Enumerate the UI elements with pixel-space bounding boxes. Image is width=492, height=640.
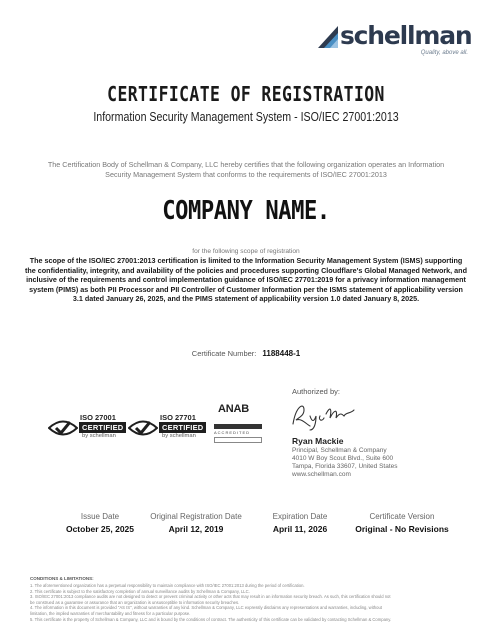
signer-address-line-2: Tampa, Florida 33607, United States (292, 463, 398, 470)
anab-accreditation-mark (214, 403, 264, 445)
iso-27001-badge (48, 413, 124, 443)
condition-item: 4. The information in this document is provided "AS IS", without warranties of any kind. Schellman & Company, LLC expressly disclaims any representations and warranties, including, without (30, 605, 382, 611)
expiration-date-label: Expiration Date (272, 512, 328, 521)
certificate-number-label: Certificate Number: (191, 349, 257, 358)
schellman-logo (318, 21, 472, 56)
condition-item: limitation, the implied warranties of merchantability and fitness for a particular purpose. (30, 610, 191, 616)
certificate-version (352, 512, 452, 534)
original-registration-date (144, 512, 248, 534)
eye-check-icon (48, 417, 78, 439)
anab-footer-box (214, 437, 262, 443)
anab-bar (214, 424, 262, 429)
expiration-date-value: April 11, 2026 (272, 524, 328, 534)
anab-accredited: ACCREDITED (214, 430, 251, 435)
condition-item: 3. ISO/IEC 27001:2013 compliance audits are not designed to detect or prevent criminal activity or other acts that may result in an information security breach. As such, this certification should not (30, 594, 391, 600)
badge-by: by schellman (82, 433, 116, 439)
certification-statement: The Certification Body of Schellman & Company, LLC hereby certifies that the following organization operates an Information Security Management System that conforms to the requirements of ISO/IEC 27001:2013 (47, 160, 445, 179)
certificate-subtitle: Information Security Management System - ISO/IEC 27001:2013 (93, 110, 399, 124)
logo-wordmark: schellman (340, 21, 472, 50)
issue-date-value: October 25, 2025 (65, 524, 135, 534)
original-registration-date-value: April 12, 2019 (168, 524, 224, 534)
condition-item: 5. This certificate is the property of Schellman & Company, LLC and is bound by the conditions of contract. The authenticity of this certificate can be validated by contacting Schellman & Company. (30, 616, 392, 622)
certificate-number: 1188448-1 (262, 349, 301, 358)
condition-item: 2. This certificate is subject to the satisfactory completion of annual surveillance audits by Schellman & Company, LLC. (30, 588, 250, 594)
badge-standard: ISO 27001 (80, 413, 116, 422)
signature-icon (290, 398, 358, 432)
issue-date-label: Issue Date (80, 512, 120, 521)
certificate-version-label: Certificate Version (369, 512, 435, 521)
schellman-logo-mark-icon (318, 26, 338, 48)
original-registration-date-label: Original Registration Date (150, 512, 242, 521)
signer-address-line-1: 4010 W Boy Scout Blvd., Suite 600 (292, 455, 394, 462)
conditions-list (30, 583, 468, 622)
certificate-title: CERTIFICATE OF REGISTRATION (107, 82, 385, 106)
scope-text: The scope of the ISO/IEC 27001:2013 certification is limited to the Information Security Management System (ISMS) supporting the confidentiality, integrity, and availability of the policies and procedures supporting Cloudflare's Global Managed Network, and inclusive of the requirements and control implementation guidance of ISO/IEC 27701:2019 for a privacy information management system (PIMS) as both PII Processor and PII Controller of Customer Information per the ISMS statement of applicability version 3.1 dated January 26, 2025, and the PIMS statement of applicability version 1.0 dated January 8, 2025. (25, 256, 467, 303)
signer-title: Principal, Schellman & Company (292, 447, 387, 454)
anab-wordmark: ANAB (218, 403, 249, 415)
signer-name: Ryan Mackie (292, 436, 344, 446)
conditions-title: CONDITIONS & LIMITATIONS: (30, 576, 94, 581)
expiration-date (252, 512, 348, 534)
iso-27701-badge (128, 413, 204, 443)
condition-item: 1. The aforementioned organization has a perpetual responsibility to maintain compliance with ISO/IEC 27001:2013 during the period of certification. (30, 583, 305, 588)
certificate-number-row (0, 349, 492, 358)
company-name: COMPANY NAME. (162, 196, 330, 226)
logo-tagline: Quality, above all. (420, 50, 468, 56)
badge-by: by schellman (162, 433, 196, 439)
issue-date (52, 512, 148, 534)
signer-website: www.schellman.com (292, 471, 351, 478)
badge-standard: ISO 27701 (160, 413, 196, 422)
eye-check-icon (128, 417, 158, 439)
authorized-by-label: Authorized by: (292, 387, 340, 396)
scope-label: for the following scope of registration (192, 248, 300, 255)
badge-certified: CERTIFIED (159, 422, 206, 433)
badge-certified: CERTIFIED (79, 422, 126, 433)
certificate-version-value: Original - No Revisions (355, 524, 449, 534)
condition-item: be construed as a guarantee or assurance that an organization is unsusceptible to information security breaches. (30, 599, 240, 605)
